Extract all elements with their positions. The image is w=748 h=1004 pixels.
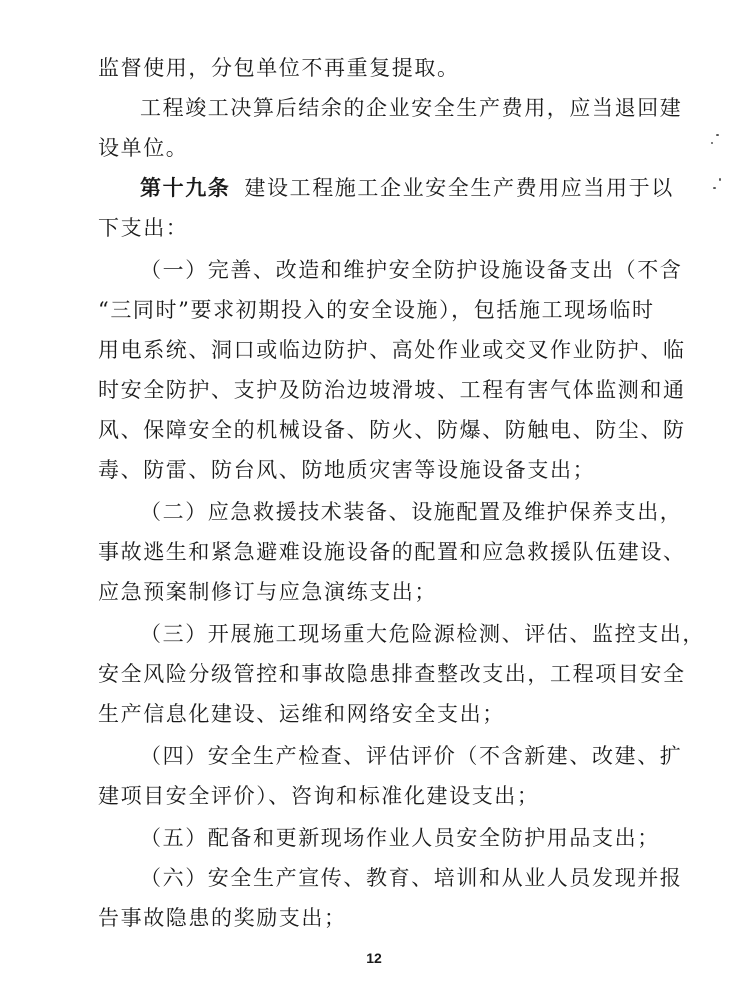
paragraph-line: （六）安全生产宣传、教育、培训和从业人员发现并报 (140, 866, 683, 890)
paragraph-line: 生产信息化建设、运维和网络安全支出； (98, 702, 505, 726)
paragraph-line: 事故逃生和紧急避难设施设备的配置和应急救援队伍建设、 (98, 540, 686, 564)
article-line (0, 172, 748, 204)
paragraph-line: （三）开展施工现场重大危险源检测、评估、监控支出， (140, 622, 705, 646)
paragraph-line: 下支出： (98, 216, 189, 240)
paragraph-line: “三同时”要求初期投入的安全设施），包括施工现场临时 (98, 298, 655, 322)
paragraph-line: 毒、防雷、防台风、防地质灾害等设施设备支出； (98, 458, 596, 482)
page-number: 12 (366, 950, 382, 966)
paragraph-line: 监督使用，分包单位不再重复提取。 (98, 56, 460, 80)
paragraph-line: （五）配备和更新现场作业人员安全防护用品支出； (140, 826, 660, 850)
scan-speck (713, 187, 716, 189)
paragraph-line: 建项目安全评价）、咨询和标准化建设支出； (98, 784, 540, 808)
paragraph-line: 时安全防护、支护及防治边坡滑坡、工程有害气体监测和通 (98, 378, 686, 402)
article-text: 建设工程施工企业安全生产费用应当用于以 (244, 176, 674, 200)
paragraph-line: 安全风险分级管控和事故隐患排查整改支出，工程项目安全 (98, 662, 686, 686)
article-number: 第十九条 (140, 175, 231, 200)
paragraph-line: （一）完善、改造和维护安全防护设施设备支出（不含 (140, 258, 683, 282)
paragraph-line: 设单位。 (98, 136, 189, 160)
paragraph-line: 应急预案制修订与应急演练支出； (98, 580, 437, 604)
paragraph-line: 风、保障安全的机械设备、防火、防爆、防触电、防尘、防 (98, 418, 686, 442)
scan-speck (711, 142, 713, 144)
scan-speck (716, 134, 719, 136)
scan-speck (719, 178, 721, 181)
paragraph-line: （二）应急救援技术装备、设施配置及维护保养支出， (140, 500, 683, 524)
paragraph-line: 告事故隐患的奖励支出； (98, 906, 347, 930)
paragraph-line: （四）安全生产检查、评估评价（不含新建、改建、扩 (140, 744, 683, 768)
paragraph-line: 用电系统、洞口或临边防护、高处作业或交叉作业防护、临 (98, 338, 686, 362)
paragraph-line: 工程竣工决算后结余的企业安全生产费用，应当退回建 (140, 96, 683, 120)
